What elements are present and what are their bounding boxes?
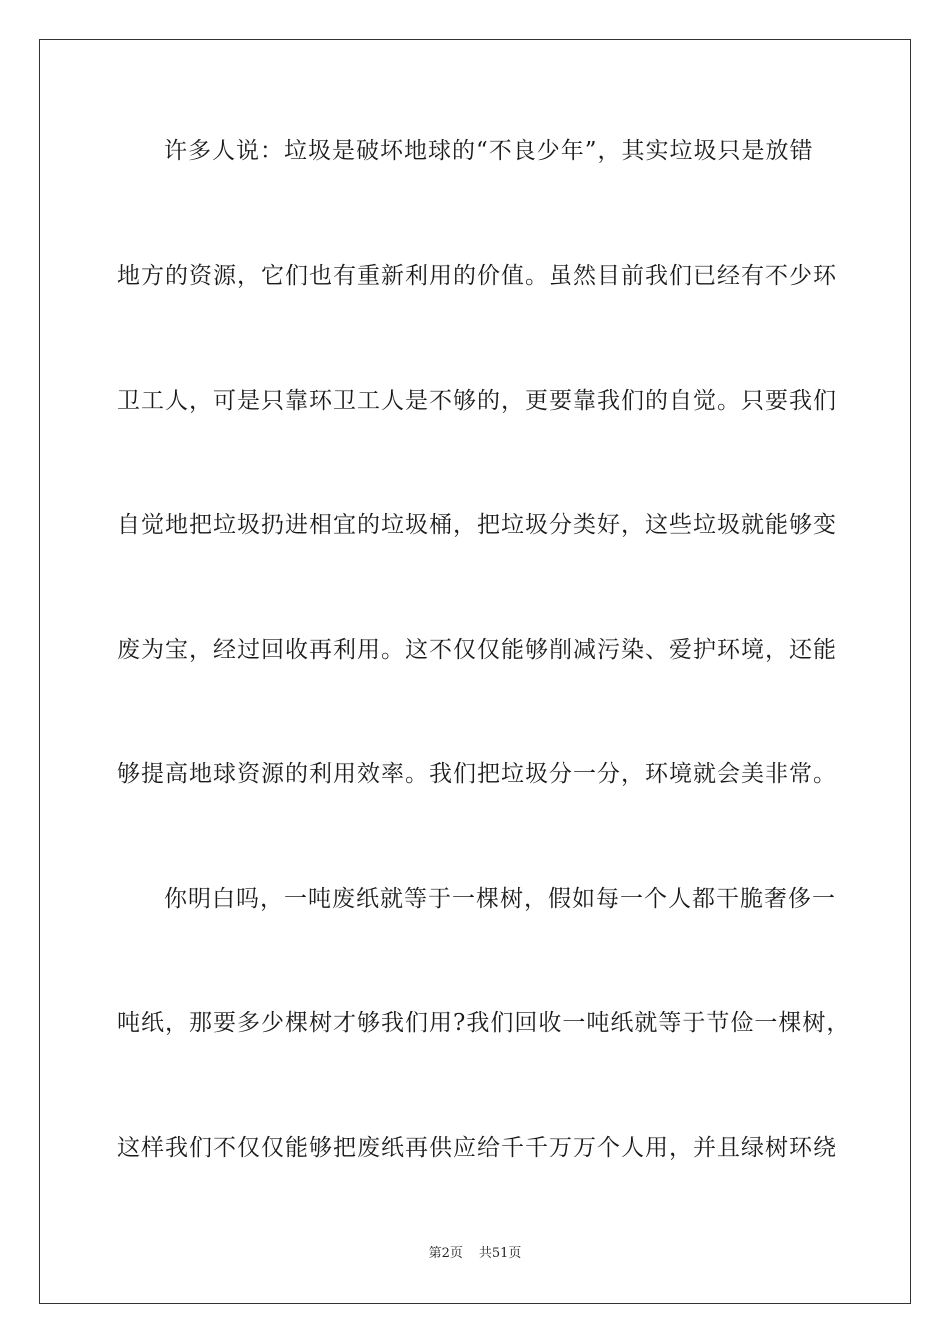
- page-number: 第2页: [428, 1246, 463, 1261]
- page-footer: [0, 1245, 950, 1263]
- paragraph-1-line-5: 废为宝，经过回收再利用。这不仅仅能够削减污染、爱护环境，还能: [117, 637, 837, 663]
- paragraph-1-line-3: 卫工人，可是只靠环卫工人是不够的，更要靠我们的自觉。只要我们: [117, 388, 837, 414]
- page-frame: [39, 39, 911, 1304]
- paragraph-1-line-1: 许多人说：垃圾是破坏地球的“不良少年”，其实垃圾只是放错: [164, 138, 814, 164]
- paragraph-1-line-2: 地方的资源，它们也有重新利用的价值。虽然目前我们已经有不少环: [117, 263, 837, 289]
- paragraph-2-line-3: 这样我们不仅仅能够把废纸再供应给千千万万个人用，并且绿树环绕: [117, 1135, 837, 1161]
- paragraph-2-line-1: 你明白吗，一吨废纸就等于一棵树，假如每一个人都干脆奢侈一: [164, 886, 836, 912]
- paragraph-2-line-2: 吨纸，那要多少棵树才够我们用?我们回收一吨纸就等于节俭一棵树，: [117, 1010, 851, 1036]
- page-total: 共51页: [478, 1246, 522, 1261]
- paragraph-1-line-6: 够提高地球资源的利用效率。我们把垃圾分一分，环境就会美非常。: [117, 761, 837, 787]
- paragraph-1-line-4: 自觉地把垃圾扔进相宜的垃圾桶，把垃圾分类好，这些垃圾就能够变: [117, 512, 837, 538]
